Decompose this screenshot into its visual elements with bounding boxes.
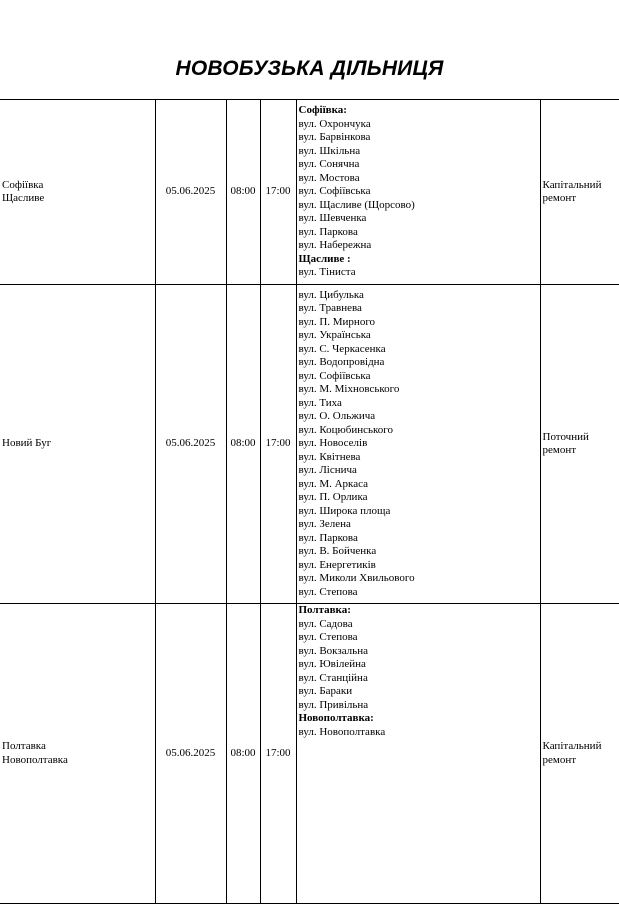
street-group-title: Софіївка: bbox=[298, 104, 347, 117]
street-item: вул. Щасливе (Щорсово) bbox=[298, 198, 415, 211]
work-type-text: Поточний bbox=[542, 430, 589, 443]
street-item: вул. Енергетиків bbox=[298, 558, 376, 571]
end-time-cell: 17:00 bbox=[260, 604, 296, 904]
street-item: вул. Новополтавка bbox=[298, 725, 386, 738]
outage-schedule-table bbox=[0, 99, 619, 904]
locality-cell bbox=[0, 604, 155, 904]
start-time-cell: 08:00 bbox=[226, 604, 260, 904]
work-type-cell bbox=[540, 100, 619, 285]
street-item: вул. О. Ольжича bbox=[298, 410, 376, 423]
street-item: вул. Травнева bbox=[298, 302, 362, 315]
street-group-title: Новополтавка: bbox=[298, 712, 374, 724]
table-row bbox=[0, 604, 619, 904]
street-item: вул. Софіївська bbox=[298, 185, 371, 198]
street-item: вул. М. Міхновського bbox=[298, 383, 400, 396]
street-item: вул. Шевченка bbox=[298, 212, 367, 225]
street-item: вул. Сонячна bbox=[298, 158, 360, 171]
locality-cell bbox=[0, 100, 155, 285]
street-item: вул. Ювілейна bbox=[298, 658, 366, 670]
end-time-cell: 17:00 bbox=[260, 285, 296, 604]
end-time-cell: 17:00 bbox=[260, 100, 296, 285]
table-row bbox=[0, 285, 619, 604]
street-item: вул. Степова bbox=[298, 585, 358, 598]
street-item: вул. Лісничa bbox=[298, 464, 357, 477]
street-item: вул. П. Орлика bbox=[298, 491, 368, 504]
street-item: вул. Коцюбинського bbox=[298, 423, 394, 436]
table-row bbox=[0, 100, 619, 285]
street-item: вул. Широка площа bbox=[298, 504, 391, 517]
street-item: вул. Софіївська bbox=[298, 369, 371, 382]
street-item: вул. Водопровідна bbox=[298, 356, 385, 369]
locality-name: Новий Буг bbox=[2, 437, 52, 450]
locality-name: Софіївка bbox=[2, 178, 44, 191]
streets-cell bbox=[296, 100, 540, 285]
street-item: вул. Зелена bbox=[298, 518, 351, 531]
street-group-title: Щасливе : bbox=[298, 252, 351, 265]
street-item: вул. Садова bbox=[298, 617, 353, 630]
work-type-text: Капітальний bbox=[542, 178, 602, 191]
street-item: вул. Степова bbox=[298, 631, 358, 643]
work-type-text: ремонт bbox=[542, 444, 577, 456]
date-cell: 05.06.2025 bbox=[155, 100, 226, 285]
street-item: вул. Українська bbox=[298, 329, 371, 342]
locality-name: Полтавка bbox=[2, 740, 46, 752]
street-item: вул. Тіниста bbox=[298, 266, 356, 279]
start-time-cell: 08:00 bbox=[226, 100, 260, 285]
street-item: вул. Тиха bbox=[298, 396, 342, 409]
street-item: вул. Квітнева bbox=[298, 450, 361, 463]
locality-cell bbox=[0, 285, 155, 604]
street-item: вул. Новоселів bbox=[298, 437, 368, 450]
work-type-cell bbox=[540, 604, 619, 904]
street-item: вул. Вокзальна bbox=[298, 644, 368, 657]
street-item: вул. Охрончука bbox=[298, 117, 371, 130]
street-item: вул. Шкільна bbox=[298, 144, 361, 157]
locality-name: Щасливе bbox=[2, 192, 45, 204]
street-item: вул. Цибулька bbox=[298, 288, 364, 301]
work-type-cell bbox=[540, 285, 619, 604]
street-item: вул. В. Бойченка bbox=[298, 545, 377, 558]
section-title: НОВОБУЗЬКА ДІЛЬНИЦЯ bbox=[175, 57, 444, 80]
street-group-title: Полтавка: bbox=[298, 604, 351, 616]
start-time-cell: 08:00 bbox=[226, 285, 260, 604]
work-type-text: Капітальний bbox=[542, 740, 602, 752]
date-cell: 05.06.2025 bbox=[155, 285, 226, 604]
locality-name: Новополтавка bbox=[2, 753, 68, 766]
work-type-text: ремонт bbox=[542, 192, 577, 204]
street-item: вул. Набережна bbox=[298, 239, 372, 252]
street-item: вул. Мостова bbox=[298, 171, 360, 184]
street-item: вул. Миколи Хвильового bbox=[298, 572, 415, 585]
work-type-text: ремонт bbox=[542, 753, 577, 766]
street-item: вул. Паркова bbox=[298, 531, 358, 544]
street-item: вул. Станційна bbox=[298, 671, 368, 684]
street-item: вул. М. Аркаса bbox=[298, 477, 369, 490]
streets-cell bbox=[296, 285, 540, 604]
date-cell: 05.06.2025 bbox=[155, 604, 226, 904]
street-item: вул. Привільна bbox=[298, 698, 369, 711]
street-item: вул. Паркова bbox=[298, 225, 358, 238]
street-item: вул. П. Мирного bbox=[298, 315, 376, 328]
street-item: вул. Барвінкова bbox=[298, 131, 371, 144]
street-item: вул. Бараки bbox=[298, 685, 353, 697]
street-item: вул. С. Черкасенка bbox=[298, 342, 386, 355]
streets-cell bbox=[296, 604, 540, 904]
